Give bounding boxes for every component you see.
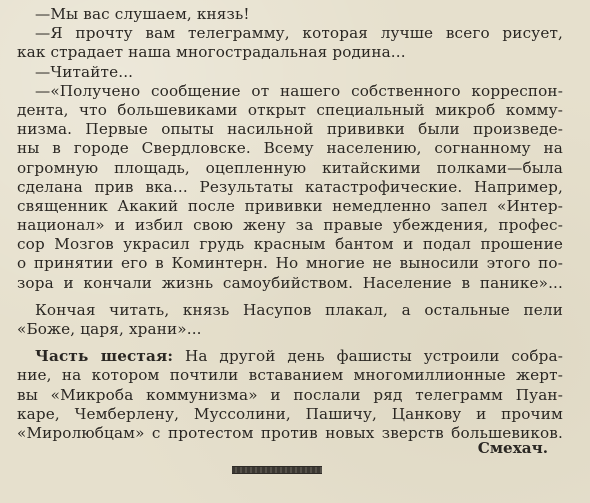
line-22: «Миролюбцам» с протестом против новых зверств большевиков. [17, 423, 563, 442]
article-body [17, 5, 563, 443]
line-2: —Я прочту вам телеграмму, которая лучше всего рисует, [35, 24, 563, 43]
line-3: как страдает наша многострадальная родина... [17, 43, 406, 62]
line-8: ны в городе Свердловске. Всему населению, согнанному на [17, 139, 563, 158]
decorative-rule [232, 466, 322, 474]
line-18-text: На другой день фашисты устроили собра- [173, 347, 563, 366]
line-5: —«Получено сообщение от нашего собственного корреспон- [35, 81, 563, 100]
signature: Смехач. [477, 439, 548, 457]
line-17: «Боже, царя, храни»... [17, 320, 202, 338]
line-20: вы «Микроба коммунизма» и послали ряд телеграмм Пуан- [17, 385, 563, 404]
line-10: сделана прив вка... Результаты катастрофические. Например, [17, 177, 563, 196]
line-9: огромную площадь, оцепленную китайскими полками—была [17, 158, 563, 177]
line-11: священник Акакий после прививки немедленно запел «Интер- [17, 196, 563, 215]
line-4: —Читайте... [35, 62, 134, 81]
line-14: о принятии его в Коминтерн. Но многие не выносили этого по- [17, 254, 563, 273]
line-21: каре, Чемберлену, Муссолини, Пашичу, Цанкову и прочим [17, 404, 563, 423]
line-18 [17, 347, 563, 366]
line-13: сор Мозгов украсил грудь красным бантом и подал прошение [17, 235, 563, 254]
paragraph-gap [17, 293, 563, 301]
paragraph-gap [17, 339, 563, 347]
line-16: Кончая читать, князь Насупов плакал, а остальные пели [35, 300, 563, 319]
line-15: зора и кончали жизнь самоубийством. Население в панике»... [17, 273, 563, 292]
line-19: ние, на котором почтили вставанием многомиллионные жерт- [17, 366, 563, 385]
line-6: дента, что большевиками открыт специальный микроб комму- [17, 100, 563, 119]
line-12: национал» и избил свою жену за правые убеждения, профес- [17, 216, 563, 235]
line-1: —Мы вас слушаем, князь! [35, 5, 250, 23]
line-7: низма. Первые опыты насильной прививки были произведе- [17, 120, 563, 139]
part-heading: Часть шестая: [35, 347, 174, 366]
